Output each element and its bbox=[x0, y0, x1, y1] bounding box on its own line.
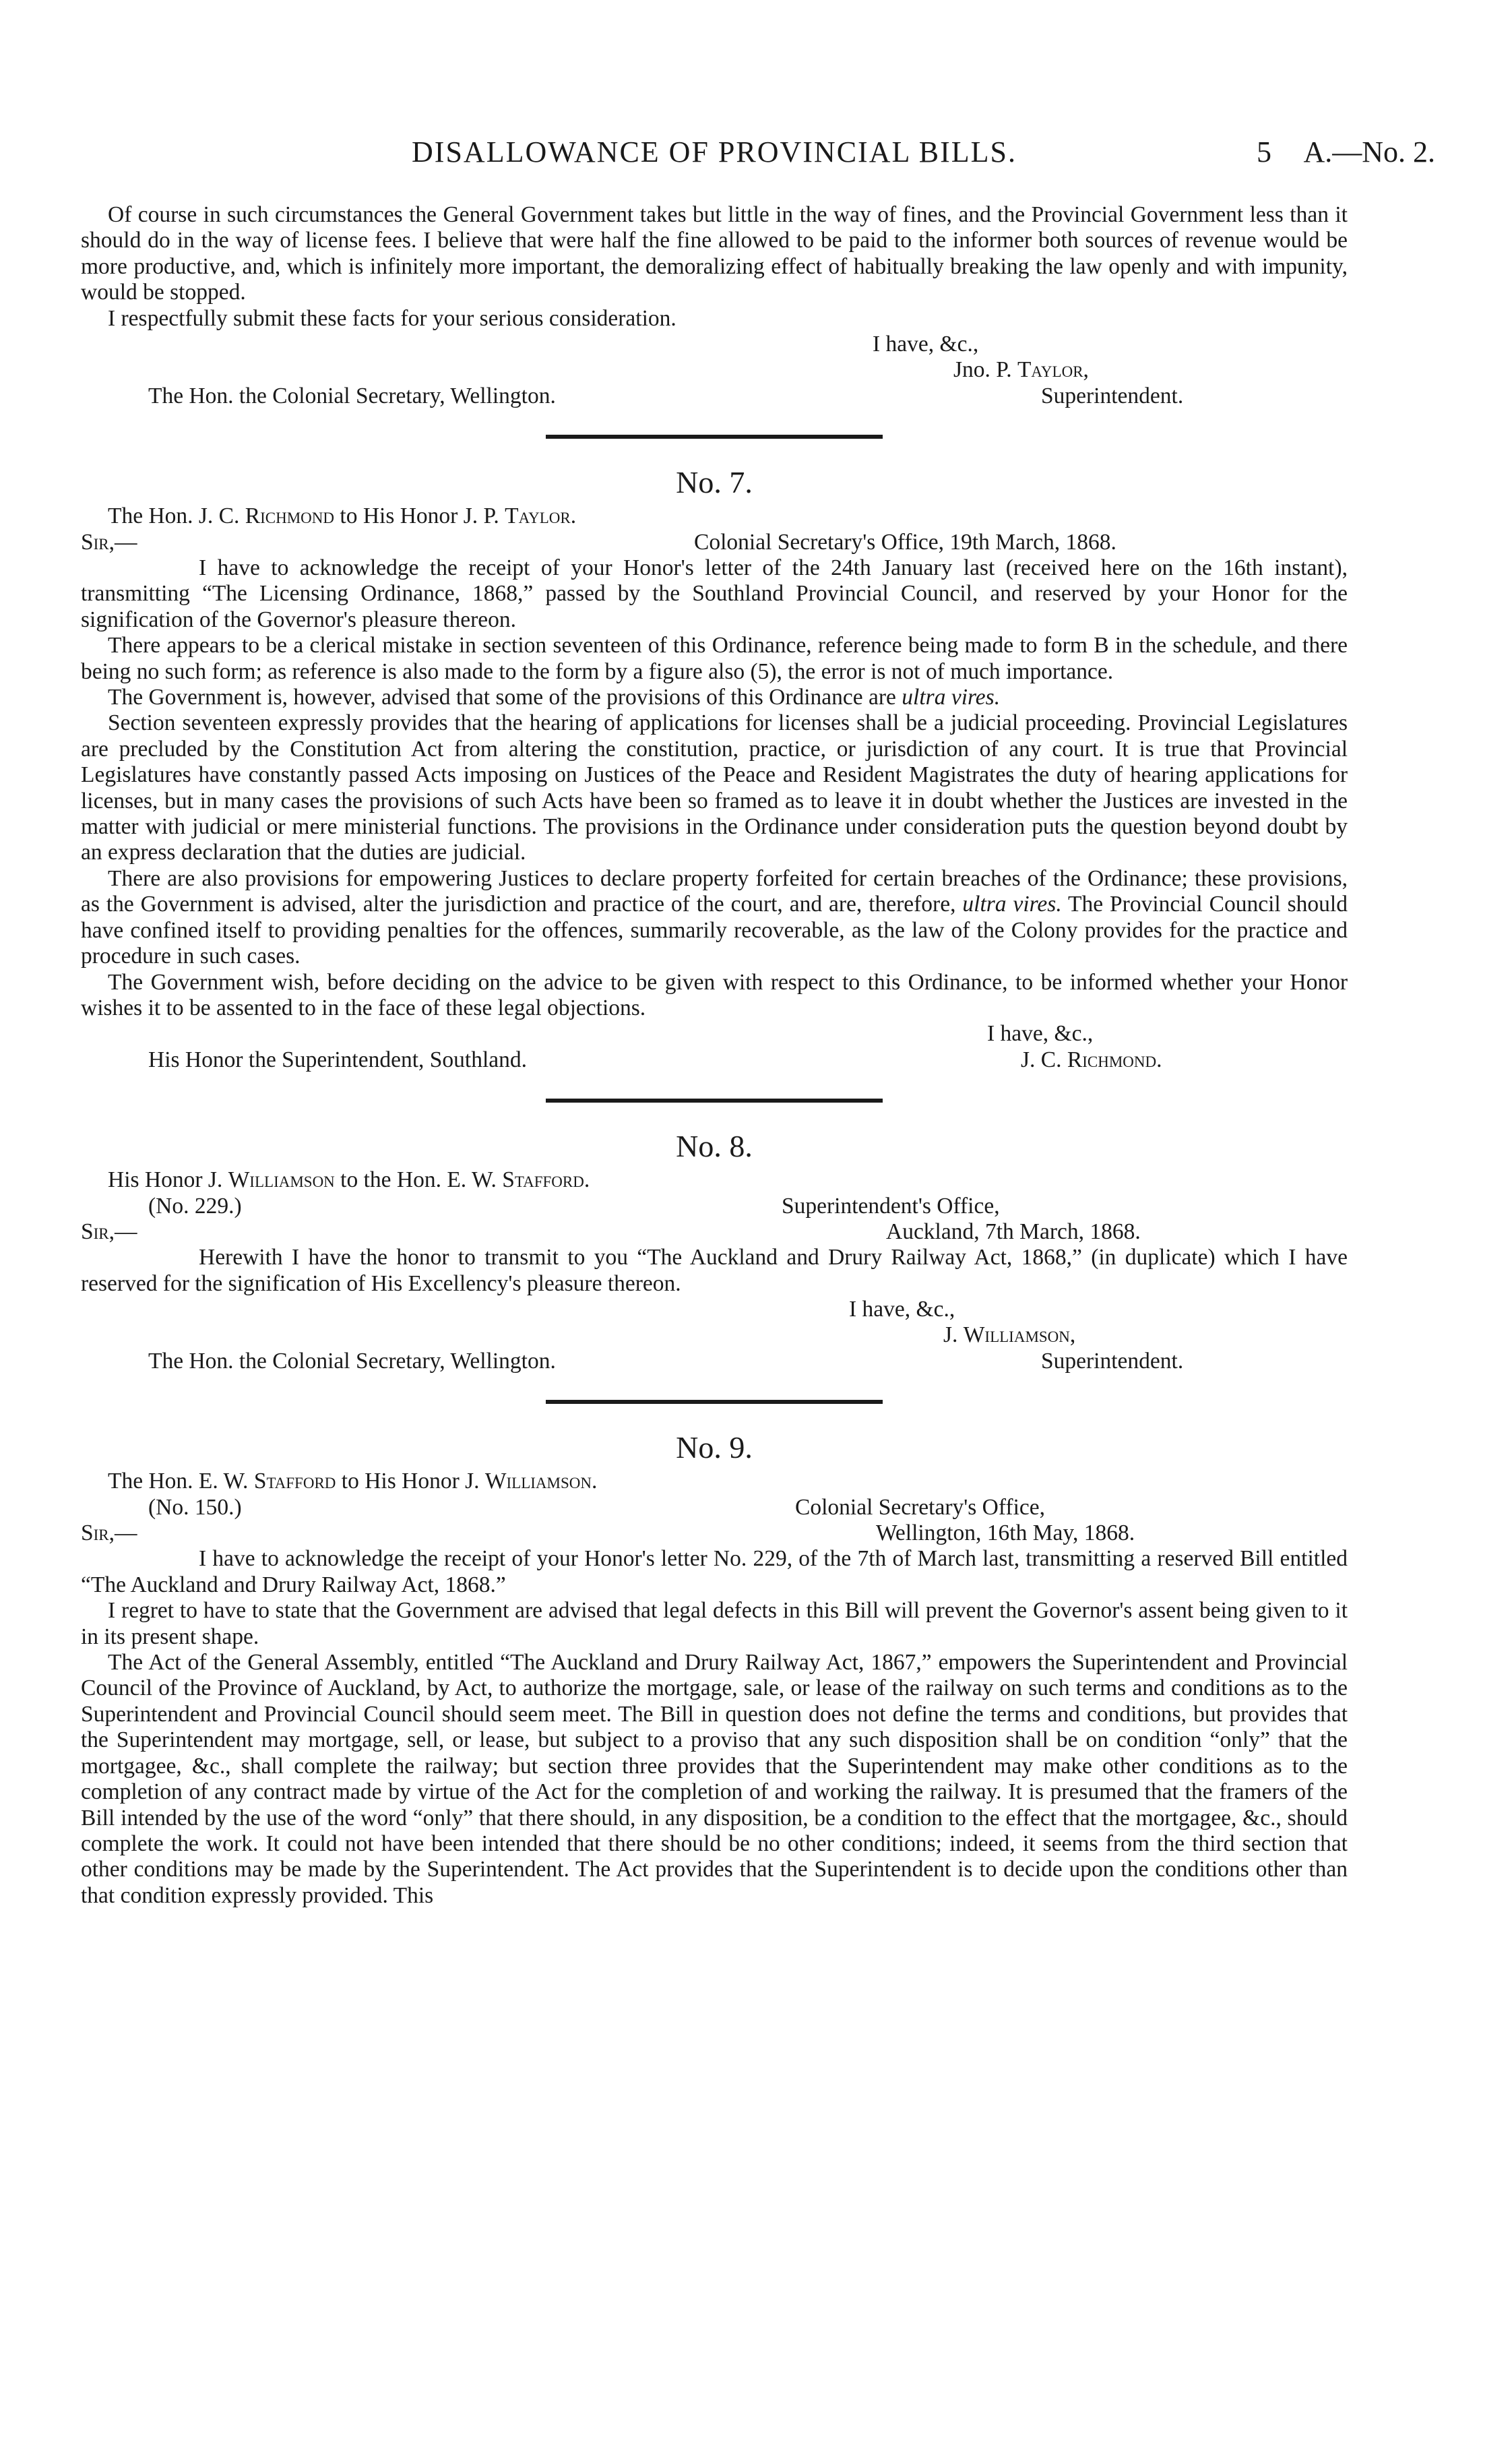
paragraph: Of course in such circumstances the General Government takes but little in the way of fines, and the Provincial Government less than it should do in the way of license fees. I believe that were half the fine allowed to be paid to the informer both sources of revenue would be more productive, and, which is infinitely more important, the demoralizing effect of habitually breaking the law openly and with impunity, would be stopped. bbox=[81, 202, 1348, 305]
letter-number: No. 9. bbox=[676, 1430, 753, 1465]
place-date: Wellington, 16th May, 1868. bbox=[876, 1520, 1135, 1546]
closing-row bbox=[81, 332, 1348, 357]
signer-prefix: J. bbox=[943, 1322, 964, 1348]
from-prefix: The Hon. J. C. bbox=[108, 503, 245, 529]
office: Superintendent's Office, bbox=[782, 1193, 1000, 1219]
paragraph bbox=[81, 685, 1348, 710]
place-date: Auckland, 7th March, 1868. bbox=[886, 1219, 1141, 1244]
signature bbox=[1021, 1047, 1162, 1073]
salutation: Sir,— bbox=[81, 1219, 137, 1244]
from-prefix: The Hon. E. W. bbox=[108, 1469, 254, 1494]
addressee: His Honor the Superintendent, Southland. bbox=[148, 1047, 527, 1072]
place-date: Colonial Secretary's Office, 19th March, 1868. bbox=[694, 529, 1116, 555]
salutation: Sir,— bbox=[81, 529, 137, 555]
signature bbox=[943, 1322, 1075, 1348]
reference-row bbox=[81, 1495, 1348, 1520]
letter-number: No. 8. bbox=[676, 1129, 753, 1164]
signature bbox=[953, 357, 1089, 383]
closing: I have, &c., bbox=[873, 332, 979, 357]
paragraph: The Act of the General Assembly, entitled “The Auckland and Drury Railway Act, 1867,” empowers the Superintendent and Provincial Council of the Province of Auckland, by Act, to authorize the mortgage, sale, or lease of the railway on such terms and conditions as to the Superintendent and Provincial Council should seem meet. The Bill in question does not define the terms and conditions, but provides that the Superintendent may mortgage, sell, or lease, but subject to a proviso that any such disposition shall be on condition “only” that the mortgagee, &c., shall complete the railway; but section three provides that the Superintendent may make other conditions as to the completion of any contract made by virtue of the Act for the completion of and working the railway. It is presumed that the framers of the Bill intended by the use of the word “only” that there should, in any disposition, be a condition to the effect that the mortgagee, &c., should complete the work. It could not have been intended that there should be no other conditions; indeed, it seems from the third section that other conditions may be made by the Superintendent. The Act provides that the Superintendent is to decide upon the conditions other than that condition expressly provided. This bbox=[81, 1650, 1348, 1908]
reference-row bbox=[81, 1194, 1348, 1219]
signer-title: Superintendent. bbox=[1041, 1348, 1184, 1374]
to-name: Stafford. bbox=[502, 1167, 590, 1193]
from-prefix: His Honor J. bbox=[108, 1167, 228, 1193]
paragraph: There appears to be a clerical mistake in section seventeen of this Ordinance, reference being made to form B in the schedule, and there being no such form; as reference is also made to the form by a figure also (5), the error is not of much importance. bbox=[81, 633, 1348, 684]
section-divider bbox=[546, 435, 883, 439]
paragraph: Herewith I have the honor to transmit to you “The Auckland and Drury Railway Act, 1868,” (in duplicate) which I have reserved for the signification of His Excellency's pleasure thereon. bbox=[81, 1245, 1348, 1296]
addressee-row bbox=[81, 1047, 1348, 1073]
signature-row bbox=[81, 1322, 1348, 1348]
letter-number: No. 7. bbox=[676, 465, 753, 500]
office: Colonial Secretary's Office, bbox=[795, 1494, 1046, 1520]
closing-row bbox=[81, 1021, 1348, 1047]
addressee-row bbox=[81, 383, 1348, 409]
salutation-row bbox=[81, 1219, 1348, 1245]
closing: I have, &c., bbox=[987, 1021, 1094, 1047]
text-span-italic: ultra vires. bbox=[962, 892, 1062, 917]
document-page bbox=[81, 0, 1435, 2460]
signer-name: Richmond. bbox=[1067, 1047, 1162, 1072]
paragraph: The Government wish, before deciding on the advice to be given with respect to this Ordinance, to be informed whether your Honor wishes it to be assented to in the face of these legal objections. bbox=[81, 969, 1348, 1020]
signature-row bbox=[81, 357, 1348, 383]
paragraph: I respectfully submit these facts for your serious consideration. bbox=[108, 305, 676, 331]
to-name: Taylor. bbox=[505, 503, 577, 529]
to-prefix: to His Honor J. bbox=[336, 1469, 485, 1494]
from-name: Richmond bbox=[245, 503, 335, 529]
paragraph: I regret to have to state that the Government are advised that legal defects in this Bill will prevent the Governor's assent being given to it in its present shape. bbox=[81, 1598, 1348, 1649]
text-span-italic: ultra vires. bbox=[902, 685, 1001, 710]
signer-prefix: Jno. P. bbox=[953, 357, 1017, 383]
signer-name: Taylor, bbox=[1017, 357, 1089, 383]
letter-continuation bbox=[81, 202, 1348, 409]
letter-parties bbox=[81, 1469, 1348, 1494]
text-span: There are also provisions for empowering Justices to declare property forfeited for certain breaches of the Ordinance; these provisions, as the Government is advised, alter the jurisdiction and practice of the court, and are, therefore, bbox=[81, 865, 1348, 917]
signer-prefix: J. C. bbox=[1021, 1047, 1067, 1072]
letter-reference: (No. 150.) bbox=[148, 1494, 242, 1520]
letter-reference: (No. 229.) bbox=[148, 1193, 242, 1219]
letter-parties bbox=[81, 1167, 1348, 1193]
paragraph bbox=[81, 866, 1348, 970]
from-name: Williamson bbox=[228, 1167, 335, 1193]
section-divider bbox=[546, 1099, 883, 1103]
to-prefix: to the Hon. E. W. bbox=[334, 1167, 503, 1193]
addressee: The Hon. the Colonial Secretary, Wellington. bbox=[148, 1348, 556, 1374]
closing: I have, &c., bbox=[849, 1297, 955, 1322]
running-header bbox=[81, 135, 1435, 175]
addressee-row bbox=[81, 1349, 1348, 1374]
addressee: The Hon. the Colonial Secretary, Wellington. bbox=[148, 383, 556, 408]
paragraph: Section seventeen expressly provides that the hearing of applications for licenses shall be a judicial proceeding. Provincial Legislatures are precluded by the Constitution Act from altering the constitution, practice, or jurisdiction of any court. It is true that Provincial Legislatures have constantly passed Acts imposing on Justices of the Peace and Resident Magistrates the duty of hearing applications for licenses, but in many cases the provisions of such Acts have been so framed as to leave it in doubt whether the Justices are invested in the matter with judicial or mere ministerial functions. The provisions in the Ordinance under consideration puts the question beyond doubt by an express declaration that the duties are judicial. bbox=[81, 710, 1348, 865]
letter-no-9 bbox=[81, 1431, 1348, 1909]
letter-no-7 bbox=[81, 466, 1348, 1073]
salutation-row bbox=[81, 1520, 1348, 1546]
text-span: The Provincial Council should have confined itself to providing penalties for the offences, summarily recoverable, as the law of the Colony provides for the practice and procedure in such cases. bbox=[81, 892, 1348, 969]
letter-parties bbox=[81, 503, 1348, 529]
signer-name: Williamson, bbox=[963, 1322, 1076, 1348]
closing-row bbox=[81, 1297, 1348, 1322]
document-reference: A.—No. 2. bbox=[1303, 135, 1435, 168]
section-divider bbox=[546, 1400, 883, 1404]
header-title: DISALLOWANCE OF PROVINCIAL BILLS. bbox=[412, 135, 1017, 168]
to-name: Williamson. bbox=[484, 1469, 598, 1494]
to-prefix: to His Honor J. P. bbox=[334, 503, 505, 529]
letter-no-8 bbox=[81, 1130, 1348, 1374]
from-name: Stafford bbox=[253, 1469, 336, 1494]
salutation: Sir,— bbox=[81, 1520, 137, 1546]
signer-title: Superintendent. bbox=[1041, 383, 1184, 408]
salutation-row bbox=[81, 530, 1348, 555]
page-body bbox=[81, 202, 1348, 1909]
paragraph: I have to acknowledge the receipt of your Honor's letter of the 24th January last (received here on the 16th instant), transmitting “The Licensing Ordinance, 1868,” passed by the Southland Provincial Council, and reserved by your Honor for the signification of the Governor's pleasure thereon. bbox=[81, 555, 1348, 632]
page-number: 5 bbox=[1257, 135, 1271, 168]
text-span: The Government is, however, advised that some of the provisions of this Ordinance are bbox=[108, 685, 902, 710]
paragraph: I have to acknowledge the receipt of your Honor's letter No. 229, of the 7th of March last, transmitting a reserved Bill entitled “The Auckland and Drury Railway Act, 1868.” bbox=[81, 1546, 1348, 1597]
